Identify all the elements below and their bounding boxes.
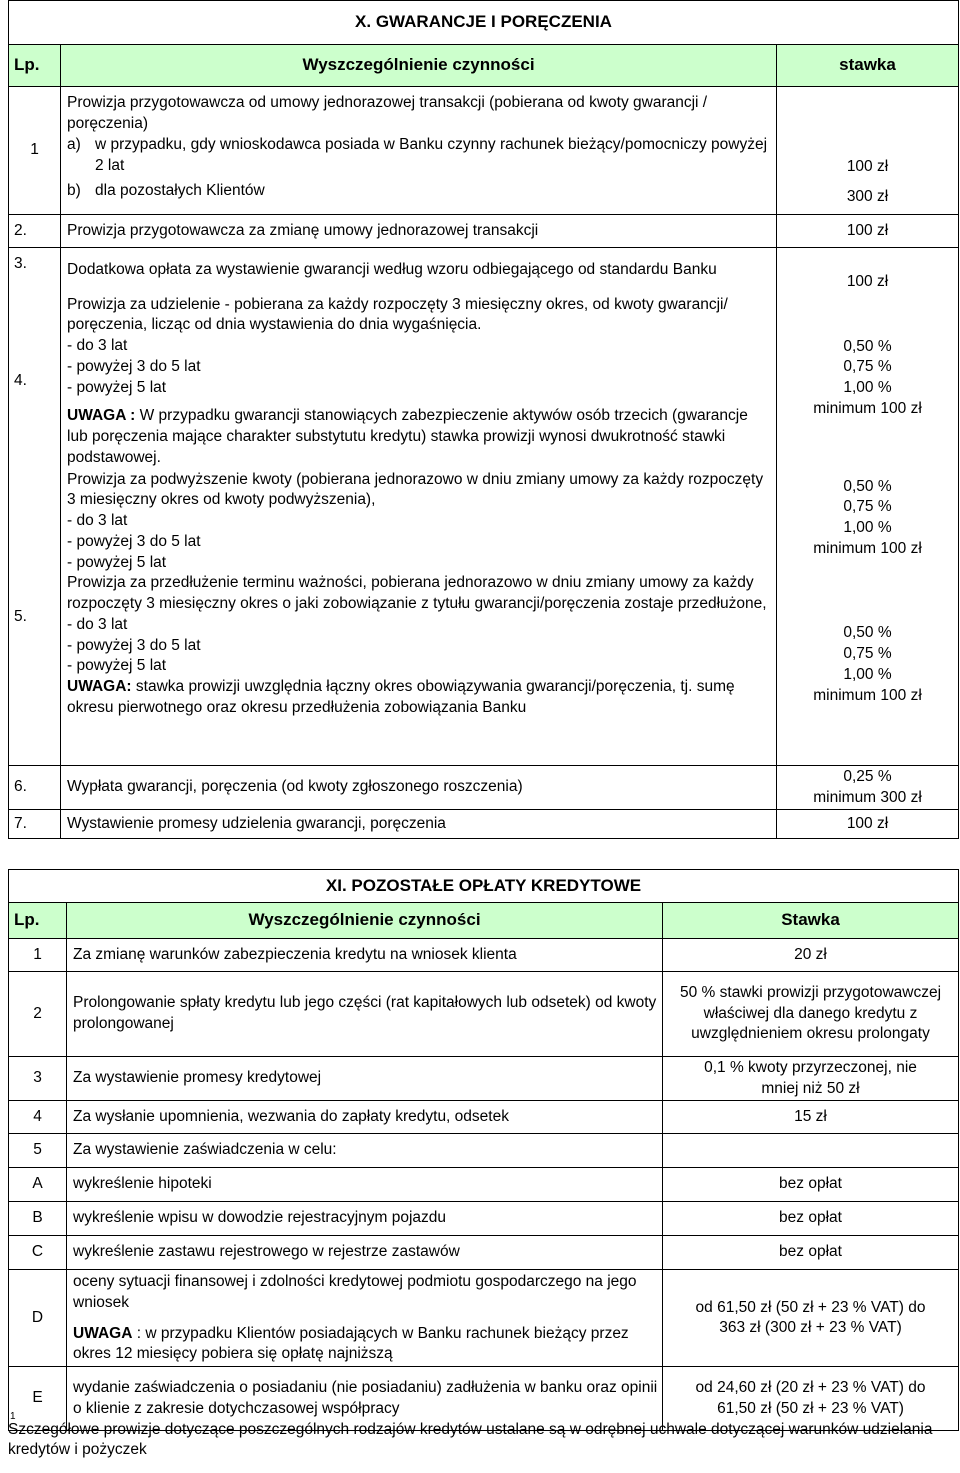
section-title: XI. POZOSTAŁE OPŁATY KREDYTOWE — [9, 870, 959, 903]
rate-cell — [777, 766, 959, 810]
row-description: Za wystawienie promesy kredytowej — [67, 1057, 663, 1101]
rate-value: 0,50 % — [843, 337, 892, 355]
rate-value: minimum 300 zł — [813, 788, 922, 806]
table-row — [9, 87, 959, 215]
sub-item-text: dla pozostałych Klientów — [95, 181, 265, 199]
rate-cell — [777, 87, 959, 215]
period-line: - powyżej 3 do 5 lat — [67, 357, 201, 375]
row-description — [61, 293, 777, 470]
rate-value: 1,00 % — [843, 666, 892, 684]
row-intro: Prowizja przygotowawcza od umowy jednorazowej transakcji (pobierana od kwoty gwarancji / poręczenia) — [67, 94, 708, 132]
row-intro: Prowizja za podwyższenie kwoty (pobierana jednorazowo w dniu zmiany umowy za każdy rozpoczęty 3 miesięczny okres od kwoty podwyższenia), — [67, 470, 764, 509]
rate-value: 100 zł — [777, 248, 959, 293]
note — [73, 1324, 658, 1366]
row-description: wykreślenie zastawu rejestrowego w rejestrze zastawów — [67, 1236, 663, 1270]
period-line: - powyżej 3 do 5 lat — [67, 532, 201, 550]
period-line: - powyżej 5 lat — [67, 657, 167, 675]
note — [67, 677, 772, 719]
table-row — [9, 1101, 959, 1134]
sub-item-b — [67, 181, 772, 202]
table-row — [9, 215, 959, 248]
rate-value: 100 zł — [777, 215, 959, 248]
table-row — [9, 1270, 959, 1367]
row-intro: Prowizja za przedłużenie terminu ważności, pobierana jednorazowo w dniu zmiany umowy za każdy rozpoczęty 3 miesięczny okres o jaki zobowiązanie z tytułu gwarancji/poręczenia zostaje przedłużone, — [67, 574, 767, 613]
table-row — [9, 470, 959, 766]
rate-value: 0,50 % — [843, 477, 892, 495]
spacer — [781, 560, 954, 623]
row-description: Za zmianę warunków zabezpieczenia kredytu na wniosek klienta — [67, 939, 663, 972]
row-description: Prolongowanie spłaty kredytu lub jego części (rat kapitałowych lub odsetek) od kwoty prolongowanej — [67, 972, 663, 1057]
section-title: X. GWARANCJE I PORĘCZENIA — [9, 1, 959, 45]
row-number: A — [9, 1168, 67, 1202]
row-number: 1 — [9, 939, 67, 972]
rate-value: 0,75 % — [843, 645, 892, 663]
rate-value: 1,00 % — [843, 379, 892, 397]
row-description: Za wystawienie zaświadczenia w celu: — [67, 1134, 663, 1168]
row-description: Wystawienie promesy udzielenia gwarancji, poręczenia — [61, 810, 777, 839]
rate-value: minimum 100 zł — [813, 540, 922, 558]
rate-value: od 61,50 zł (50 zł + 23 % VAT) do 363 zł (300 zł + 23 % VAT) — [663, 1270, 959, 1367]
period-line: - do 3 lat — [67, 337, 128, 355]
rate-cell — [777, 470, 959, 766]
header-description: Wyszczególnienie czynności — [67, 903, 663, 939]
row-number: 3. — [9, 248, 61, 293]
header-rate: Stawka — [663, 903, 959, 939]
rate-value: bez opłat — [663, 1236, 959, 1270]
period-line: - powyżej 5 lat — [67, 378, 167, 396]
table-row — [9, 248, 959, 293]
row-number: 1 — [9, 87, 61, 215]
row-description: Za wysłanie upomnienia, wezwania do zapłaty kredytu, odsetek — [67, 1101, 663, 1134]
sub-item-text: w przypadku, gdy wnioskodawca posiada w Banku czynny rachunek bieżący/pomocniczy powyżej 2 lat — [95, 135, 768, 174]
period-line: - powyżej 3 do 5 lat — [67, 636, 201, 654]
table-row — [9, 1236, 959, 1270]
guarantees-table — [8, 0, 959, 839]
table-row — [9, 1202, 959, 1236]
note-label: UWAGA : — [67, 407, 136, 425]
note — [67, 406, 772, 468]
section-title-row — [9, 870, 959, 903]
row-description — [67, 1270, 663, 1367]
sub-item-label: b) — [67, 181, 81, 199]
period-line: - do 3 lat — [67, 615, 128, 633]
note-text: W przypadku gwarancji stanowiących zabezpieczenie aktywów osób trzecich (gwarancje lub poręczenia mające charakter substytutu kredytu) stawka prowizji wynosi dwukrotność stawki podstawowej. — [67, 407, 748, 466]
note-text: stawka prowizji uwzględnia łączny okres obowiązywania gwarancji/poręczenia, tj. sumę okresu pierwotnego oraz okresu przedłużenia zobowiązania Banku — [67, 678, 735, 716]
row-description — [61, 470, 777, 766]
row-number: 7. — [9, 810, 61, 839]
row-intro: Prowizja za udzielenie - pobierana za każdy rozpoczęty 3 miesięczny okres, od kwoty gwarancji/ poręczenia, licząc od dnia wystawienia do dnia wygaśnięcia. — [67, 295, 728, 334]
section-title-row — [9, 1, 959, 45]
row-description — [61, 87, 777, 215]
table-row — [9, 293, 959, 470]
rate-value: 0,50 % — [843, 624, 892, 642]
row-number: 6. — [9, 766, 61, 810]
rate-value: 0,25 % — [843, 767, 892, 785]
row-number: D — [9, 1270, 67, 1367]
table-row — [9, 1134, 959, 1168]
footnote-marker: 1 — [10, 1411, 16, 1422]
footnote-text: Szczegółowe prowizje dotyczące poszczególnych rodzajów kredytów ustalane są w odrębnej uchwale dotyczącej warunków udzielania kredytów i pożyczek — [8, 1421, 933, 1459]
row-number: 2. — [9, 215, 61, 248]
rate-value: minimum 100 zł — [813, 400, 922, 418]
table-row — [9, 766, 959, 810]
row-number: 2 — [9, 972, 67, 1057]
header-rate: stawka — [777, 45, 959, 87]
rate-value: 50 % stawki prowizji przygotowawczej właściwej dla danego kredytu z uwzględnieniem okresu prolongaty — [663, 972, 959, 1057]
rate-value: bez opłat — [663, 1202, 959, 1236]
table-row — [9, 810, 959, 839]
row-number: 4 — [9, 1101, 67, 1134]
note-label: UWAGA: — [67, 678, 132, 696]
rate-value: od 24,60 zł (20 zł + 23 % VAT) do 61,50 zł (50 zł + 23 % VAT) — [663, 1367, 959, 1431]
period-line: - do 3 lat — [67, 512, 128, 530]
rate-value: 20 zł — [663, 939, 959, 972]
row-number: 5 — [9, 1134, 67, 1168]
table-header-row — [9, 45, 959, 87]
row-number: 4. — [9, 293, 61, 470]
row-description: Prowizja przygotowawcza za zmianę umowy jednorazowej transakcji — [61, 215, 777, 248]
row-number: C — [9, 1236, 67, 1270]
rate-value: 1,00 % — [843, 519, 892, 537]
row-number: B — [9, 1202, 67, 1236]
rate-value: minimum 100 zł — [813, 686, 922, 704]
table-row — [9, 939, 959, 972]
row-number: E — [9, 1367, 67, 1431]
other-credit-fees-table — [8, 869, 959, 1431]
rate-value: 0,1 % kwoty przyrzeczonej, nie mniej niż 50 zł — [663, 1057, 959, 1101]
rate-value — [663, 1134, 959, 1168]
row-number: 5. — [9, 470, 61, 766]
table-header-row — [9, 903, 959, 939]
sub-item-label: a) — [67, 135, 81, 153]
rate-cell — [777, 293, 959, 470]
row-description: wykreślenie hipoteki — [67, 1168, 663, 1202]
header-lp: Lp. — [9, 903, 67, 939]
note-label: UWAGA — [73, 1324, 133, 1342]
rate-value: 300 zł — [846, 187, 889, 205]
table-row — [9, 1057, 959, 1101]
note-text: : w przypadku Klientów posiadających w Banku rachunek bieżący przez okres 12 miesięcy pobiera się opłatę najniższą — [73, 1324, 629, 1363]
rate-value: 0,75 % — [843, 358, 892, 376]
row-description: wydanie zaświadczenia o posiadaniu (nie posiadaniu) zadłużenia w banku oraz opinii o klienie z zakresie dotychczasowej współpracy — [67, 1367, 663, 1431]
row-number: 3 — [9, 1057, 67, 1101]
table-row — [9, 1168, 959, 1202]
row-intro: oceny sytuacji finansowej i zdolności kredytowej podmiotu gospodarczego na jego wniosek — [73, 1273, 637, 1311]
period-line: - powyżej 5 lat — [67, 553, 167, 571]
rate-value: 15 zł — [663, 1101, 959, 1134]
table-row — [9, 972, 959, 1057]
rate-value: 0,75 % — [843, 498, 892, 516]
header-lp: Lp. — [9, 45, 61, 87]
row-description: wykreślenie wpisu w dowodzie rejestracyjnym pojazdu — [67, 1202, 663, 1236]
rate-value: bez opłat — [663, 1168, 959, 1202]
row-description: Wypłata gwarancji, poręczenia (od kwoty zgłoszonego roszczenia) — [61, 766, 777, 810]
row-description: Dodatkowa opłata za wystawienie gwarancji według wzoru odbiegającego od standardu Banku — [61, 248, 777, 293]
rate-value: 100 zł — [846, 158, 889, 175]
sub-item-a — [67, 135, 772, 177]
header-description: Wyszczególnienie czynności — [61, 45, 777, 87]
rate-value: 100 zł — [777, 810, 959, 839]
